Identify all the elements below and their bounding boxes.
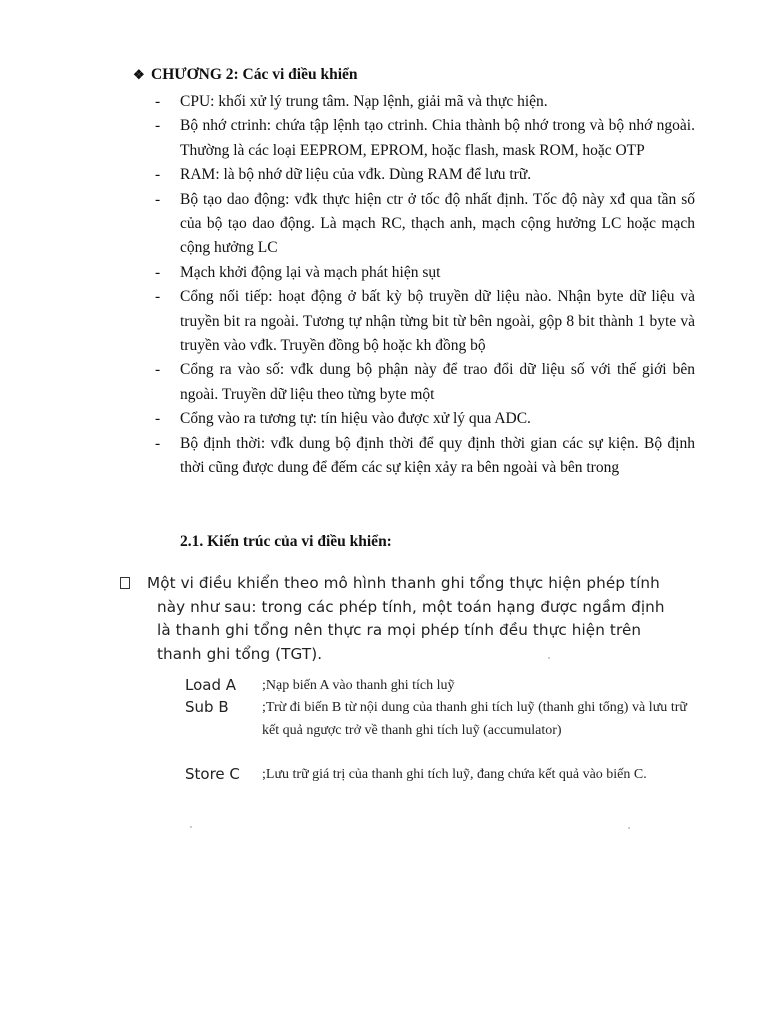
list-item xyxy=(155,358,695,407)
list-dash: - xyxy=(155,190,161,208)
list-item xyxy=(155,163,695,187)
instruction-load-desc: ;Nạp biến A vào thanh ghi tích luỹ xyxy=(262,678,455,693)
list-dash: - xyxy=(155,166,161,184)
scan-line: Một vi điều khiển theo mô hình thanh ghi tổng thực hiện phép tính xyxy=(147,574,660,592)
scan-line: này như sau: trong các phép tính, một toán hạng được ngầm định xyxy=(157,597,665,616)
list-dash: - xyxy=(155,93,161,110)
list-dash: - xyxy=(155,263,161,281)
scan-line: là thanh ghi tổng nên thực ra mọi phép tính đều thực hiện trên xyxy=(157,621,642,639)
list-item xyxy=(155,285,695,358)
list-item xyxy=(155,114,695,163)
list-item-text: Cổng nối tiếp: hoạt động ở bất kỳ bộ truyền dữ liệu nào. Nhận byte dữ liệu và truyền bit ra ngoài. Tương tự nhận từng bit từ bên ngoài, gộp 8 bit thành 1 byte và truyền vào vđk. Truyền đồng bộ hoặc kh đồng bộ xyxy=(180,288,695,355)
list-dash: - xyxy=(155,410,161,428)
list-item-text: Cổng ra vào số: vđk dung bộ phận này để trao đổi dữ liệu số với thế giới bên ngoài. Truyền dữ liệu theo từng byte một xyxy=(180,361,695,403)
scan-speck xyxy=(628,827,630,829)
list-item-text: Bộ tạo dao động: vđk thực hiện ctr ở tốc độ nhất định. Tốc độ này xđ qua tần số của bộ tạo dao động. Là mạch RC, thạch anh, mạch cộng hưởng LC hoặc mạch cộng hưởng LC xyxy=(180,190,695,257)
instruction-store: Store C xyxy=(185,765,240,783)
diamond-bullet-icon: ❖ xyxy=(133,67,145,82)
section-heading: 2.1. Kiến trúc của vi điều khiển: xyxy=(180,533,392,550)
chapter-title: CHƯƠNG 2: Các vi điều khiển xyxy=(151,66,358,83)
instruction-sub: Sub B xyxy=(185,698,229,716)
list-dash: - xyxy=(155,434,161,452)
instruction-sub-desc: ;Trừ đi biến B từ nội dung của thanh ghi tích luỹ (thanh ghi tổng) và lưu trữ kết quả ngược trở về thanh ghi tích luỹ (accumulator) xyxy=(262,700,687,738)
scan-speck xyxy=(548,657,550,659)
list-item-text: Bộ nhớ ctrinh: chứa tập lệnh tạo ctrinh. Chia thành bộ nhớ trong và bộ nhớ ngoài. Thường là các loại EEPROM, EPROM, hoặc flash, mask ROM, hoặc OTP xyxy=(180,117,695,159)
list-item-text: CPU: khối xử lý trung tâm. Nạp lệnh, giải mã và thực hiện. xyxy=(180,93,548,110)
list-item-text: Bộ định thời: vđk dung bộ định thời để quy định thời gian các sự kiện. Bộ định thời cũng được dung để đếm các sự kiện xảy ra bên ngoài và bên trong xyxy=(180,434,695,477)
scan-speck xyxy=(190,826,192,828)
list-item xyxy=(155,432,695,481)
scan-line: thanh ghi tổng (TGT). xyxy=(157,644,323,663)
list-dash: - xyxy=(155,117,161,135)
square-bullet-icon xyxy=(120,577,130,589)
component-list xyxy=(155,90,695,481)
list-dash: - xyxy=(155,288,161,306)
list-item xyxy=(155,407,695,431)
instruction-load: Load A xyxy=(185,676,237,694)
list-dash: - xyxy=(155,361,161,379)
scan-paragraph xyxy=(135,572,690,666)
chapter-heading xyxy=(133,66,358,84)
list-item-text: RAM: là bộ nhớ dữ liệu của vđk. Dùng RAM để lưu trữ. xyxy=(180,166,532,184)
instruction-store-desc: ;Lưu trữ giá trị của thanh ghi tích luỹ, đang chứa kết quả vào biến C. xyxy=(262,767,647,782)
list-item-text: Cổng vào ra tương tự: tín hiệu vào được xử lý qua ADC. xyxy=(180,410,531,428)
scanned-excerpt xyxy=(120,565,700,845)
list-item xyxy=(155,261,695,285)
list-item-text: Mạch khởi động lại và mạch phát hiện sụt xyxy=(180,263,441,281)
list-item xyxy=(155,188,695,261)
list-item xyxy=(155,90,695,114)
